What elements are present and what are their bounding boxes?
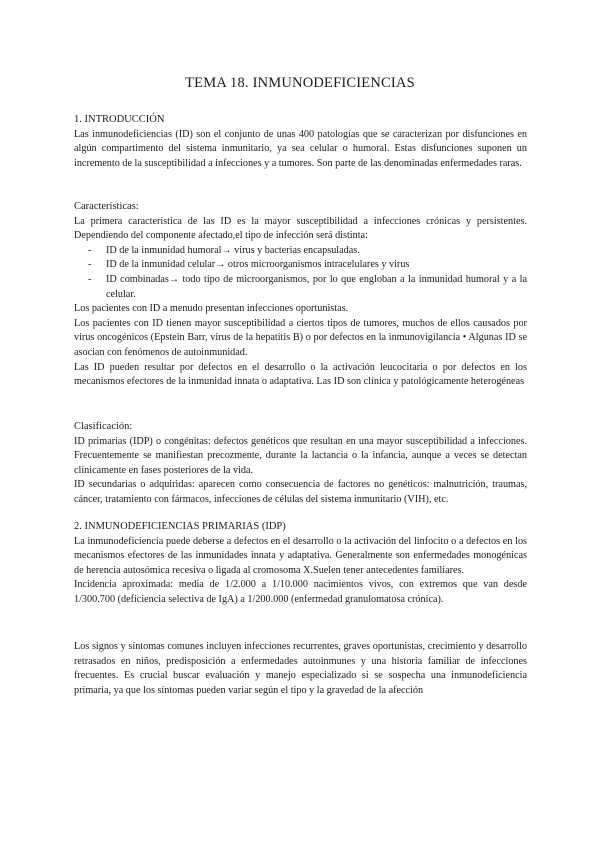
intro-paragraph: Las inmunodeficiencias (ID) son el conjunto de unas 400 patologías que se caracterizan por disfunciones en algún compartimento del sistema inmunitario, ya sea celular o humoral. Estas disfunciones suponen un incremento de la susceptibilidad a infecciones y a tumores. Son parte de las denominadas enfermedades raras. — [74, 128, 527, 169]
incidencia-paragraph: Incidencia aproximada: media de 1/2.000 a 1/10.000 nacimientos vivos, con extremos que van desde 1/300.700 (deficiencia selectiva de IgA) a 1/200.000 (enfermedad granulomatosa crónica). — [74, 579, 527, 605]
list-item: - ID combinadas→ todo tipo de microorganismos, por lo que engloban a la inmunidad humoral y a la celular. — [74, 273, 527, 302]
section-idp — [74, 520, 527, 608]
defectos-paragraph: Las ID pueden resultar por defectos en el desarrollo o la activación leucocitaria o por defectos en los mecanismos efectores de la inmunidad innata o adaptativa. Las ID son clínica y patológicamente heterogéneas — [74, 361, 527, 388]
primarias-paragraph: ID primarias (IDP) o congénitas: defectos genéticos que resultan en una mayor susceptibilidad a infecciones. Frecuentemente se manifiestan precozmente, durante la lactancia o la infancia, aunque a veces se detectan clínicamente en fases posteriores de la vida. — [74, 435, 527, 476]
section-caracteristicas — [74, 200, 527, 390]
section-clasificacion — [74, 420, 527, 508]
clasificacion-heading: Clasificación: — [74, 421, 133, 432]
signos-paragraph: Los signos y síntomas comunes incluyen infecciones recurrentes, graves oportunistas, crecimiento y desarrollo retrasados en niños, predisposición a enfermedades autoinmunes y una historia familiar de infecciones frecuentes. Es crucial buscar evaluación y manejo especializado si se sospecha una inmunodeficiencia primaria, ya que los síntomas pueden variar según el tipo y la gravedad de la afección — [74, 641, 527, 696]
idp-paragraph-1: La inmunodeficiencia puede deberse a defectos en el desarrollo o la activación del linfocito o a defectos en los mecanismos efectores de las inmunidades innata y adaptativa. Generalmente son enfermedades monogénicas de herencia autosómica recesiva o ligada al cromosoma X.Suelen tener antecedentes familiares. — [74, 535, 527, 576]
oportunistas-paragraph: Los pacientes con ID a menudo presentan infecciones oportunistas. — [74, 303, 349, 315]
section-introduccion — [74, 113, 527, 171]
page-title: TEMA 18. INMUNODEFICIENCIAS — [185, 75, 415, 91]
infection-type-list — [74, 244, 527, 302]
section-heading-idp: 2. INMUNODEFICIENCIAS PRIMARIAS (IDP) — [74, 521, 286, 532]
caracteristicas-paragraph: La primera característica de las ID es la mayor susceptibilidad a infecciones crónicas y persistentes. Dependiendo del componente afectado,el tipo de infección será distinta: — [74, 215, 527, 242]
section-heading-introduccion: 1. INTRODUCCIÓN — [74, 114, 165, 125]
section-signos — [74, 640, 527, 698]
list-item: - ID de la inmunidad celular→ otros microorganismos intracelulares y virus — [74, 258, 527, 273]
tumores-paragraph: Los pacientes con ID tienen mayor susceptibilidad a ciertos tipos de tumores, muchos de ellos causados por virus oncogénicos (Epstein Barr, virus de la hepatitis B) o por defectos en la inmunovigilancia • Algunas ID se asocian con fenómenos de autoinmunidad. — [74, 317, 527, 358]
list-item: - ID de la inmunidad humoral→ virus y bacterias encapsuladas. — [74, 244, 527, 259]
secundarias-paragraph: ID secundarias o adquiridas: aparecen como consecuencia de factores no genéticos: malnutrición, traumas, cáncer, tratamiento con fármacos, infecciones de células del sistema inmunitario (VIH), etc. — [74, 479, 527, 505]
caracteristicas-heading: Características: — [74, 201, 139, 212]
